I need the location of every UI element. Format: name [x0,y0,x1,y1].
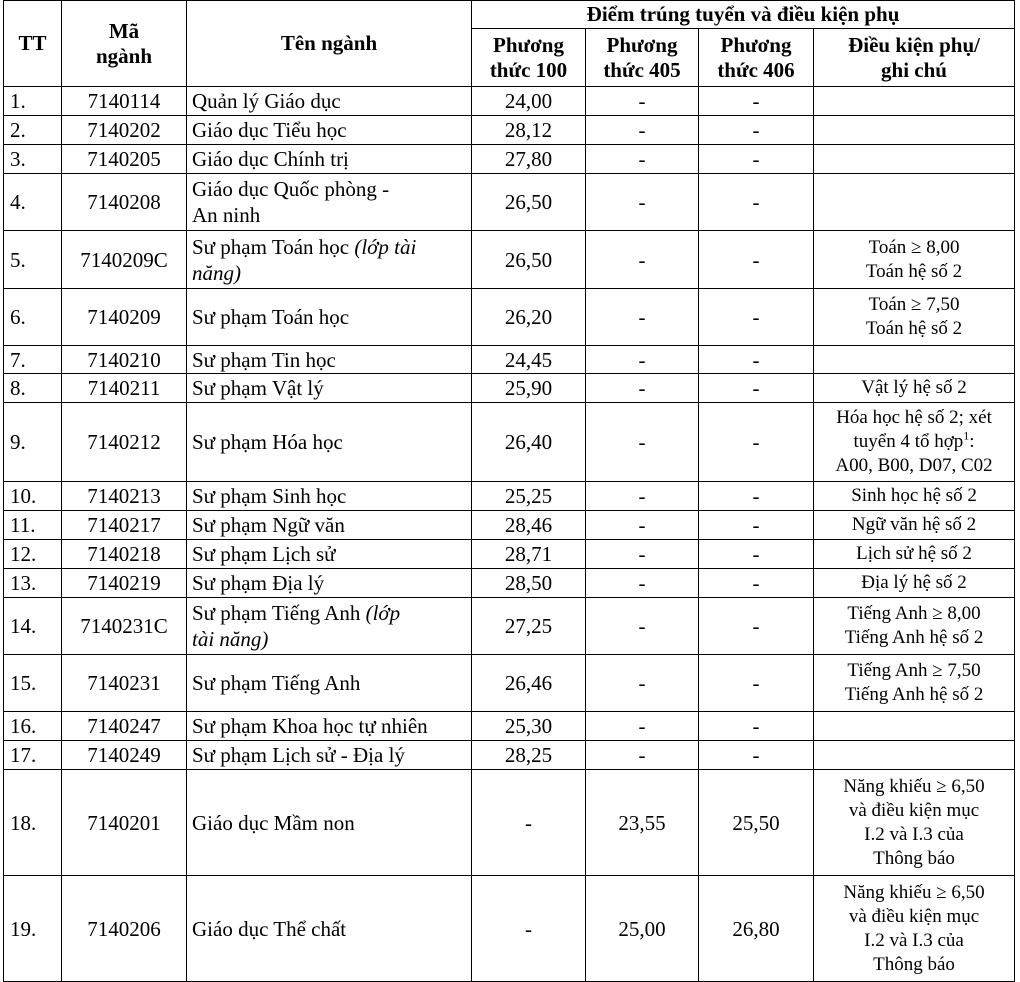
row-code: 7140206 [62,876,187,982]
row-score-405: - [586,712,699,741]
row-name: Sư phạm Vật lý [187,374,472,403]
row-note [814,116,1015,145]
row-name: Sư phạm Tiếng Anh (lớp tài năng) [187,598,472,655]
row-score-406: - [699,511,814,540]
row-score-100: 25,25 [472,482,586,511]
row-name: Sư phạm Khoa học tự nhiên [187,712,472,741]
row-tt: 13. [4,569,62,598]
row-score-100: 27,25 [472,598,586,655]
row-note: Sinh học hệ số 2 [814,482,1015,511]
row-name: Giáo dục Mầm non [187,770,472,876]
table-row [4,655,1015,712]
row-name: Sư phạm Địa lý [187,569,472,598]
row-code: 7140218 [62,540,187,569]
row-code: 7140219 [62,569,187,598]
row-tt: 10. [4,482,62,511]
row-score-406: - [699,116,814,145]
row-score-406: - [699,569,814,598]
row-score-405: - [586,289,699,346]
row-score-406: - [699,540,814,569]
row-code: 7140209C [62,231,187,289]
row-tt: 16. [4,712,62,741]
table-row [4,770,1015,876]
row-score-100: 28,46 [472,511,586,540]
row-name: Sư phạm Sinh học [187,482,472,511]
row-code: 7140209 [62,289,187,346]
row-note: Địa lý hệ số 2 [814,569,1015,598]
row-score-100: 28,12 [472,116,586,145]
row-code: 7140114 [62,87,187,116]
row-score-100: 28,71 [472,540,586,569]
row-score-406: - [699,231,814,289]
table-row [4,116,1015,145]
table-row [4,540,1015,569]
row-note: Năng khiếu ≥ 6,50 và điều kiện mục I.2 và I.3 của Thông báo [814,876,1015,982]
row-tt: 15. [4,655,62,712]
table-row [4,598,1015,655]
row-code: 7140231 [62,655,187,712]
row-score-405: - [586,655,699,712]
row-score-406: 26,80 [699,876,814,982]
row-score-100: 26,40 [472,403,586,482]
row-score-405: - [586,741,699,770]
row-score-406: - [699,403,814,482]
row-name: Sư phạm Lịch sử - Địa lý [187,741,472,770]
row-score-406: - [699,655,814,712]
row-score-100: 28,50 [472,569,586,598]
row-score-405: - [586,403,699,482]
row-tt: 2. [4,116,62,145]
row-tt: 17. [4,741,62,770]
table-row [4,87,1015,116]
row-tt: 14. [4,598,62,655]
row-code: 7140249 [62,741,187,770]
col-header-tt: TT [4,1,62,87]
row-tt: 11. [4,511,62,540]
col-header-name: Tên ngành [187,1,472,87]
row-note: Tiếng Anh ≥ 7,50 Tiếng Anh hệ số 2 [814,655,1015,712]
row-note [814,346,1015,374]
row-note: Toán ≥ 8,00 Toán hệ số 2 [814,231,1015,289]
row-score-100: 28,25 [472,741,586,770]
row-note [814,87,1015,116]
row-note: Lịch sử hệ số 2 [814,540,1015,569]
row-name: Quản lý Giáo dục [187,87,472,116]
row-score-405: - [586,116,699,145]
table-row [4,346,1015,374]
row-name: Giáo dục Tiểu học [187,116,472,145]
row-score-405: 25,00 [586,876,699,982]
row-score-406: - [699,482,814,511]
row-score-100: 26,20 [472,289,586,346]
row-note: Toán ≥ 7,50 Toán hệ số 2 [814,289,1015,346]
admission-score-table [3,0,1015,982]
table-row [4,231,1015,289]
col-header-method-100: Phương thức 100 [472,29,586,87]
col-header-method-406: Phương thức 406 [699,29,814,87]
table-row [4,482,1015,511]
row-note [814,712,1015,741]
row-score-405: 23,55 [586,770,699,876]
row-name: Giáo dục Quốc phòng - An ninh [187,174,472,231]
table-row [4,741,1015,770]
row-score-100: 24,45 [472,346,586,374]
row-score-405: - [586,482,699,511]
row-score-100: 25,30 [472,712,586,741]
row-score-406: - [699,346,814,374]
row-score-406: 25,50 [699,770,814,876]
row-note [814,145,1015,174]
row-code: 7140247 [62,712,187,741]
row-code: 7140231C [62,598,187,655]
table-row [4,511,1015,540]
row-code: 7140201 [62,770,187,876]
table-row [4,289,1015,346]
row-score-100: - [472,876,586,982]
row-name: Sư phạm Hóa học [187,403,472,482]
row-score-405: - [586,511,699,540]
row-score-100: - [472,770,586,876]
row-score-406: - [699,174,814,231]
row-score-405: - [586,87,699,116]
row-name: Sư phạm Tin học [187,346,472,374]
row-name: Sư phạm Lịch sử [187,540,472,569]
table-row [4,403,1015,482]
row-tt: 1. [4,87,62,116]
row-score-405: - [586,598,699,655]
row-tt: 7. [4,346,62,374]
row-tt: 19. [4,876,62,982]
row-name: Sư phạm Tiếng Anh [187,655,472,712]
row-note [814,174,1015,231]
row-tt: 3. [4,145,62,174]
row-score-100: 25,90 [472,374,586,403]
row-tt: 4. [4,174,62,231]
row-score-406: - [699,712,814,741]
row-code: 7140212 [62,403,187,482]
row-score-405: - [586,540,699,569]
table-row [4,145,1015,174]
row-score-406: - [699,145,814,174]
row-score-406: - [699,87,814,116]
row-score-405: - [586,174,699,231]
row-score-100: 26,50 [472,231,586,289]
row-name: Sư phạm Ngữ văn [187,511,472,540]
row-tt: 12. [4,540,62,569]
row-tt: 9. [4,403,62,482]
table-row [4,712,1015,741]
col-header-group: Điểm trúng tuyển và điều kiện phụ [472,1,1015,29]
row-tt: 6. [4,289,62,346]
table-row [4,374,1015,403]
header-row-1 [4,1,1015,29]
row-tt: 8. [4,374,62,403]
row-score-405: - [586,346,699,374]
row-score-406: - [699,289,814,346]
row-code: 7140213 [62,482,187,511]
row-name: Giáo dục Chính trị [187,145,472,174]
row-score-406: - [699,741,814,770]
row-name: Sư phạm Toán học (lớp tài năng) [187,231,472,289]
row-score-405: - [586,374,699,403]
row-note: Hóa học hệ số 2; xét tuyển 4 tổ hợp$^1$: A00, B00, D07, C02 [814,403,1015,482]
row-code: 7140202 [62,116,187,145]
row-tt: 18. [4,770,62,876]
row-code: 7140208 [62,174,187,231]
table-row [4,876,1015,982]
table-row [4,174,1015,231]
row-note: Ngữ văn hệ số 2 [814,511,1015,540]
row-score-406: - [699,598,814,655]
row-score-100: 27,80 [472,145,586,174]
row-score-405: - [586,231,699,289]
row-name: Giáo dục Thể chất [187,876,472,982]
row-code: 7140211 [62,374,187,403]
table-row [4,569,1015,598]
row-score-406: - [699,374,814,403]
col-header-note: Điều kiện phụ/ ghi chú [814,29,1015,87]
col-header-method-405: Phương thức 405 [586,29,699,87]
row-code: 7140205 [62,145,187,174]
row-score-405: - [586,569,699,598]
row-name: Sư phạm Toán học [187,289,472,346]
row-tt: 5. [4,231,62,289]
row-note [814,741,1015,770]
row-code: 7140210 [62,346,187,374]
row-note: Vật lý hệ số 2 [814,374,1015,403]
row-score-405: - [586,145,699,174]
col-header-code: Mã ngành [62,1,187,87]
row-note: Năng khiếu ≥ 6,50 và điều kiện mục I.2 và I.3 của Thông báo [814,770,1015,876]
row-score-100: 26,46 [472,655,586,712]
row-score-100: 24,00 [472,87,586,116]
row-code: 7140217 [62,511,187,540]
row-note: Tiếng Anh ≥ 8,00 Tiếng Anh hệ số 2 [814,598,1015,655]
row-score-100: 26,50 [472,174,586,231]
